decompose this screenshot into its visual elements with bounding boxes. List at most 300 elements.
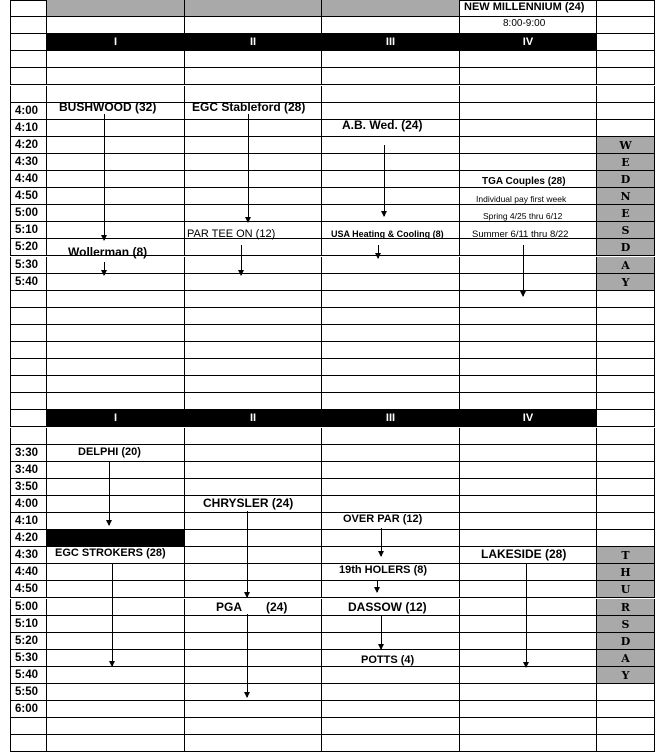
grid-cell bbox=[47, 291, 185, 308]
grid-cell bbox=[47, 599, 185, 616]
time-slot: 4:30 bbox=[10, 154, 47, 171]
grid-cell bbox=[597, 342, 655, 359]
19th-holers-label: 19th HOLERS (8) bbox=[339, 564, 428, 576]
grid-cell bbox=[47, 359, 185, 376]
grid-row bbox=[10, 581, 655, 598]
grid-cell bbox=[460, 513, 597, 530]
time-slot: 5:10 bbox=[10, 222, 47, 239]
potts-label: POTTS (4) bbox=[361, 654, 415, 666]
grid-cell bbox=[460, 581, 597, 598]
grid-cell bbox=[322, 376, 460, 393]
grid-cell bbox=[10, 0, 47, 17]
grid-cell bbox=[10, 359, 47, 376]
grid-cell bbox=[460, 479, 597, 496]
chrysler-arrow bbox=[247, 511, 248, 597]
grid-cell bbox=[185, 513, 322, 530]
grid-cell bbox=[322, 274, 460, 291]
day-letter: H bbox=[597, 564, 655, 581]
grid-cell bbox=[460, 325, 597, 342]
ab-wed-label: A.B. Wed. (24) bbox=[342, 118, 423, 132]
grid-cell bbox=[322, 68, 460, 85]
grid-cell bbox=[322, 257, 460, 274]
time-slot: 5:10 bbox=[10, 616, 47, 633]
grid-cell bbox=[597, 496, 655, 513]
day-letter: Y bbox=[597, 667, 655, 684]
time-slot: 4:50 bbox=[10, 581, 47, 598]
blocked-slot bbox=[47, 530, 185, 547]
time-slot: 5:40 bbox=[10, 667, 47, 684]
grid-row bbox=[10, 650, 655, 667]
grid-cell bbox=[10, 68, 47, 85]
grid-cell bbox=[47, 376, 185, 393]
grid-cell bbox=[597, 291, 655, 308]
grid-cell bbox=[47, 154, 185, 171]
grid-cell bbox=[322, 188, 460, 205]
grid-cell bbox=[47, 205, 185, 222]
par-tee-on-label: PAR TEE ON (12) bbox=[187, 228, 276, 240]
day-letter: D bbox=[597, 633, 655, 650]
19th-holers-arrow bbox=[377, 580, 378, 592]
grid-cell bbox=[185, 376, 322, 393]
grid-cell bbox=[47, 325, 185, 342]
grid-cell bbox=[47, 257, 185, 274]
grid-cell bbox=[460, 376, 597, 393]
time-slot: 3:40 bbox=[10, 462, 47, 479]
over-par-arrow bbox=[381, 528, 382, 556]
tga-couples-label: TGA Couples (28) bbox=[482, 176, 566, 187]
grid-cell bbox=[597, 701, 655, 718]
grid-cell bbox=[597, 393, 655, 410]
grid-cell bbox=[185, 445, 322, 462]
grid-cell bbox=[322, 325, 460, 342]
grid-row bbox=[10, 51, 655, 68]
grid-cell bbox=[185, 325, 322, 342]
grid-cell bbox=[460, 684, 597, 701]
grid-cell bbox=[597, 530, 655, 547]
grid-row bbox=[10, 735, 655, 752]
grid-cell bbox=[185, 120, 322, 137]
grid-cell bbox=[322, 342, 460, 359]
column-header: I bbox=[47, 410, 185, 427]
day-letter: T bbox=[597, 547, 655, 564]
grid-cell bbox=[322, 291, 460, 308]
grid-cell bbox=[322, 137, 460, 154]
grid-cell bbox=[47, 496, 185, 513]
grid-cell bbox=[322, 239, 460, 256]
bushwood-arrow bbox=[104, 114, 105, 240]
grid-cell bbox=[47, 188, 185, 205]
grid-cell bbox=[185, 291, 322, 308]
chrysler-label: CHRYSLER (24) bbox=[203, 496, 294, 510]
grid-cell bbox=[460, 103, 597, 120]
time-slot: 5:40 bbox=[10, 274, 47, 291]
grid-cell bbox=[597, 376, 655, 393]
grid-row bbox=[10, 599, 655, 616]
grid-cell bbox=[47, 68, 185, 85]
grid-cell bbox=[460, 239, 597, 256]
grid-row bbox=[10, 154, 655, 171]
grid-row bbox=[10, 428, 655, 445]
grid-cell bbox=[460, 86, 597, 103]
grid-cell bbox=[185, 342, 322, 359]
grid-cell bbox=[185, 274, 322, 291]
day-letter: A bbox=[597, 257, 655, 274]
grid-row bbox=[10, 308, 655, 325]
grid-cell bbox=[47, 667, 185, 684]
grid-cell bbox=[47, 684, 185, 701]
grid-cell bbox=[322, 359, 460, 376]
grid-cell bbox=[47, 428, 185, 445]
grid-cell bbox=[185, 428, 322, 445]
delphi-label: DELPHI (20) bbox=[78, 446, 141, 458]
grid-cell bbox=[47, 171, 185, 188]
grid-cell bbox=[47, 650, 185, 667]
time-slot: 5:00 bbox=[10, 205, 47, 222]
grid-cell bbox=[322, 154, 460, 171]
grid-cell bbox=[597, 17, 655, 34]
time-slot: 3:50 bbox=[10, 479, 47, 496]
grid-cell bbox=[185, 667, 322, 684]
individual-pay-note: Individual pay first week bbox=[476, 194, 567, 204]
grid-row bbox=[10, 274, 655, 291]
grid-cell bbox=[185, 68, 322, 85]
day-letter: Y bbox=[597, 274, 655, 291]
grid-cell bbox=[47, 701, 185, 718]
column-header: IV bbox=[460, 34, 597, 51]
grid-cell bbox=[47, 393, 185, 410]
grid-cell bbox=[597, 428, 655, 445]
pga-count: (24) bbox=[266, 600, 288, 614]
day-letter: E bbox=[597, 154, 655, 171]
time-slot: 4:10 bbox=[10, 513, 47, 530]
grid-cell bbox=[597, 51, 655, 68]
day-letter: W bbox=[597, 137, 655, 154]
grid-cell bbox=[597, 359, 655, 376]
grid-cell bbox=[47, 342, 185, 359]
par-tee-on-arrow bbox=[241, 245, 242, 275]
grid-cell bbox=[322, 735, 460, 752]
day-letter: N bbox=[597, 188, 655, 205]
grid-cell bbox=[460, 599, 597, 616]
bushwood-label: BUSHWOOD (32) bbox=[59, 100, 157, 114]
grid-cell bbox=[597, 479, 655, 496]
time-slot: 4:40 bbox=[10, 171, 47, 188]
grid-cell bbox=[597, 735, 655, 752]
grid-cell bbox=[47, 120, 185, 137]
grid-row bbox=[10, 564, 655, 581]
grid-cell bbox=[597, 445, 655, 462]
grid-row bbox=[10, 359, 655, 376]
grid-cell bbox=[185, 718, 322, 735]
column-header: IV bbox=[460, 410, 597, 427]
egc-strokers-arrow bbox=[112, 564, 113, 666]
grid-cell bbox=[597, 86, 655, 103]
day-letter: D bbox=[597, 171, 655, 188]
grid-row bbox=[10, 393, 655, 410]
grid-cell bbox=[460, 564, 597, 581]
tga-couples-arrow bbox=[523, 245, 524, 296]
grid-cell bbox=[322, 205, 460, 222]
grid-cell bbox=[322, 718, 460, 735]
summer-dates-note: Summer 6/11 thru 8/22 bbox=[472, 229, 569, 240]
grid-cell bbox=[47, 735, 185, 752]
grid-cell bbox=[185, 17, 322, 34]
grid-cell bbox=[47, 479, 185, 496]
time-slot: 4:20 bbox=[10, 137, 47, 154]
lakeside-arrow bbox=[526, 563, 527, 667]
day-letter: S bbox=[597, 616, 655, 633]
time-slot: 3:30 bbox=[10, 445, 47, 462]
grid-cell bbox=[10, 51, 47, 68]
grid-row bbox=[10, 701, 655, 718]
dassow-label: DASSOW (12) bbox=[348, 600, 427, 614]
grid-cell bbox=[460, 68, 597, 85]
pga-arrow bbox=[247, 614, 248, 697]
grid-cell bbox=[460, 445, 597, 462]
grid-cell bbox=[47, 308, 185, 325]
grid-cell bbox=[47, 581, 185, 598]
grid-row bbox=[10, 376, 655, 393]
grid-cell bbox=[47, 137, 185, 154]
lakeside-label: LAKESIDE (28) bbox=[481, 547, 567, 561]
grid-row bbox=[10, 120, 655, 137]
grid-cell bbox=[10, 342, 47, 359]
egc-stableford-label: EGC Stableford (28) bbox=[192, 100, 306, 114]
grid-cell bbox=[185, 581, 322, 598]
time-slot: 5:30 bbox=[10, 257, 47, 274]
grid-row bbox=[10, 530, 655, 547]
time-slot: 4:00 bbox=[10, 103, 47, 120]
grid-cell bbox=[460, 342, 597, 359]
time-slot: 4:40 bbox=[10, 564, 47, 581]
grid-cell bbox=[597, 462, 655, 479]
time-slot: 4:00 bbox=[10, 496, 47, 513]
grid-cell bbox=[47, 462, 185, 479]
grid-row bbox=[10, 68, 655, 85]
grid-cell bbox=[322, 496, 460, 513]
grid-cell bbox=[322, 445, 460, 462]
grid-cell bbox=[10, 735, 47, 752]
egc-strokers-label: EGC STROKERS (28) bbox=[55, 547, 166, 559]
time-slot: 5:00 bbox=[10, 599, 47, 616]
over-par-label: OVER PAR (12) bbox=[343, 513, 423, 525]
grid-cell bbox=[185, 359, 322, 376]
grid-row bbox=[10, 325, 655, 342]
grid-cell bbox=[322, 0, 460, 17]
grid-cell bbox=[47, 274, 185, 291]
grid-cell bbox=[185, 684, 322, 701]
grid-cell bbox=[460, 359, 597, 376]
grid-cell bbox=[322, 51, 460, 68]
grid-cell bbox=[322, 428, 460, 445]
grid-cell bbox=[460, 428, 597, 445]
grid-row bbox=[10, 410, 655, 427]
day-letter: D bbox=[597, 239, 655, 256]
grid-cell bbox=[460, 291, 597, 308]
grid-cell bbox=[460, 257, 597, 274]
grid-cell bbox=[185, 257, 322, 274]
grid-cell bbox=[597, 513, 655, 530]
grid-cell bbox=[185, 154, 322, 171]
grid-cell bbox=[185, 564, 322, 581]
grid-cell bbox=[460, 51, 597, 68]
grid-cell bbox=[185, 0, 322, 17]
grid-cell bbox=[322, 616, 460, 633]
grid-cell bbox=[322, 701, 460, 718]
grid-cell bbox=[460, 308, 597, 325]
pga-label: PGA bbox=[216, 600, 243, 614]
time-slot: 5:20 bbox=[10, 633, 47, 650]
grid-row bbox=[10, 342, 655, 359]
grid-row bbox=[10, 479, 655, 496]
new-millennium-label: NEW MILLENNIUM (24) bbox=[464, 1, 585, 13]
day-letter: A bbox=[597, 650, 655, 667]
grid-row bbox=[10, 291, 655, 308]
grid-cell bbox=[185, 51, 322, 68]
grid-cell bbox=[47, 513, 185, 530]
grid-cell bbox=[10, 308, 47, 325]
grid-cell bbox=[10, 428, 47, 445]
grid-cell bbox=[460, 137, 597, 154]
ab-wed-arrow bbox=[384, 145, 385, 216]
grid-cell bbox=[460, 735, 597, 752]
wollerman-arrow bbox=[104, 262, 105, 275]
time-slot: 4:30 bbox=[10, 547, 47, 564]
grid-cell bbox=[322, 86, 460, 103]
day-letter: U bbox=[597, 581, 655, 598]
grid-row bbox=[10, 684, 655, 701]
column-header: III bbox=[322, 34, 460, 51]
grid-cell bbox=[597, 103, 655, 120]
grid-cell bbox=[322, 667, 460, 684]
grid-row bbox=[10, 667, 655, 684]
grid-cell bbox=[185, 188, 322, 205]
grid-cell bbox=[597, 718, 655, 735]
grid-row bbox=[10, 17, 655, 34]
grid-cell bbox=[460, 701, 597, 718]
grid-cell bbox=[185, 530, 322, 547]
grid-cell bbox=[185, 137, 322, 154]
new-millennium-time: 8:00-9:00 bbox=[503, 18, 546, 29]
usa-heating-label: USA Heating & Cooling (8) bbox=[331, 229, 444, 239]
time-slot: 5:30 bbox=[10, 650, 47, 667]
grid-cell bbox=[322, 581, 460, 598]
grid-cell bbox=[185, 239, 322, 256]
grid-cell bbox=[10, 17, 47, 34]
grid-row bbox=[10, 462, 655, 479]
grid-cell bbox=[10, 376, 47, 393]
time-slot: 4:50 bbox=[10, 188, 47, 205]
grid-row bbox=[10, 34, 655, 51]
grid-cell bbox=[322, 462, 460, 479]
column-header: II bbox=[185, 34, 322, 51]
grid-cell bbox=[185, 171, 322, 188]
grid-cell bbox=[10, 291, 47, 308]
grid-cell bbox=[47, 51, 185, 68]
grid-cell bbox=[47, 564, 185, 581]
grid-cell bbox=[597, 308, 655, 325]
grid-cell bbox=[185, 633, 322, 650]
grid-cell bbox=[47, 633, 185, 650]
egc-stableford-arrow bbox=[248, 114, 249, 222]
time-slot: 4:20 bbox=[10, 530, 47, 547]
grid-cell bbox=[185, 547, 322, 564]
day-letter: R bbox=[597, 599, 655, 616]
grid-cell bbox=[185, 599, 322, 616]
grid-row bbox=[10, 616, 655, 633]
delphi-arrow bbox=[109, 461, 110, 525]
grid-cell bbox=[185, 393, 322, 410]
grid-cell bbox=[597, 34, 655, 51]
grid-cell bbox=[597, 410, 655, 427]
time-slot: 4:10 bbox=[10, 120, 47, 137]
time-slot: 5:20 bbox=[10, 239, 47, 256]
grid-cell bbox=[460, 393, 597, 410]
grid-cell bbox=[460, 496, 597, 513]
grid-row bbox=[10, 137, 655, 154]
grid-cell bbox=[597, 0, 655, 17]
grid-cell bbox=[10, 393, 47, 410]
grid-cell bbox=[322, 17, 460, 34]
grid-cell bbox=[185, 701, 322, 718]
grid-cell bbox=[322, 633, 460, 650]
dassow-arrow bbox=[381, 615, 382, 649]
grid-cell bbox=[185, 650, 322, 667]
grid-cell bbox=[460, 667, 597, 684]
grid-cell bbox=[597, 68, 655, 85]
grid-cell bbox=[597, 120, 655, 137]
grid-cell bbox=[47, 616, 185, 633]
grid-cell bbox=[460, 530, 597, 547]
grid-cell bbox=[460, 718, 597, 735]
grid-cell bbox=[47, 718, 185, 735]
grid-cell bbox=[185, 462, 322, 479]
grid-row bbox=[10, 718, 655, 735]
grid-cell bbox=[460, 274, 597, 291]
time-slot: 5:50 bbox=[10, 684, 47, 701]
spring-dates-note: Spring 4/25 thru 6/12 bbox=[483, 211, 563, 221]
column-header: III bbox=[322, 410, 460, 427]
grid-cell bbox=[597, 325, 655, 342]
wollerman-label: Wollerman (8) bbox=[68, 245, 148, 259]
grid-cell bbox=[322, 308, 460, 325]
grid-cell bbox=[47, 0, 185, 17]
day-letter: E bbox=[597, 205, 655, 222]
grid-cell bbox=[10, 410, 47, 427]
grid-row bbox=[10, 633, 655, 650]
usa-heating-arrow bbox=[378, 245, 379, 258]
grid-cell bbox=[185, 205, 322, 222]
grid-cell bbox=[10, 325, 47, 342]
grid-cell bbox=[10, 34, 47, 51]
time-slot: 6:00 bbox=[10, 701, 47, 718]
grid-cell bbox=[597, 684, 655, 701]
grid-cell bbox=[322, 479, 460, 496]
grid-cell bbox=[10, 718, 47, 735]
grid-cell bbox=[185, 308, 322, 325]
grid-cell bbox=[322, 393, 460, 410]
grid-cell bbox=[185, 616, 322, 633]
grid-cell bbox=[322, 530, 460, 547]
grid-cell bbox=[10, 86, 47, 103]
grid-cell bbox=[185, 735, 322, 752]
grid-cell bbox=[47, 17, 185, 34]
grid-cell bbox=[460, 154, 597, 171]
grid-cell bbox=[322, 684, 460, 701]
grid-cell bbox=[322, 547, 460, 564]
day-letter: S bbox=[597, 222, 655, 239]
grid-cell bbox=[460, 616, 597, 633]
